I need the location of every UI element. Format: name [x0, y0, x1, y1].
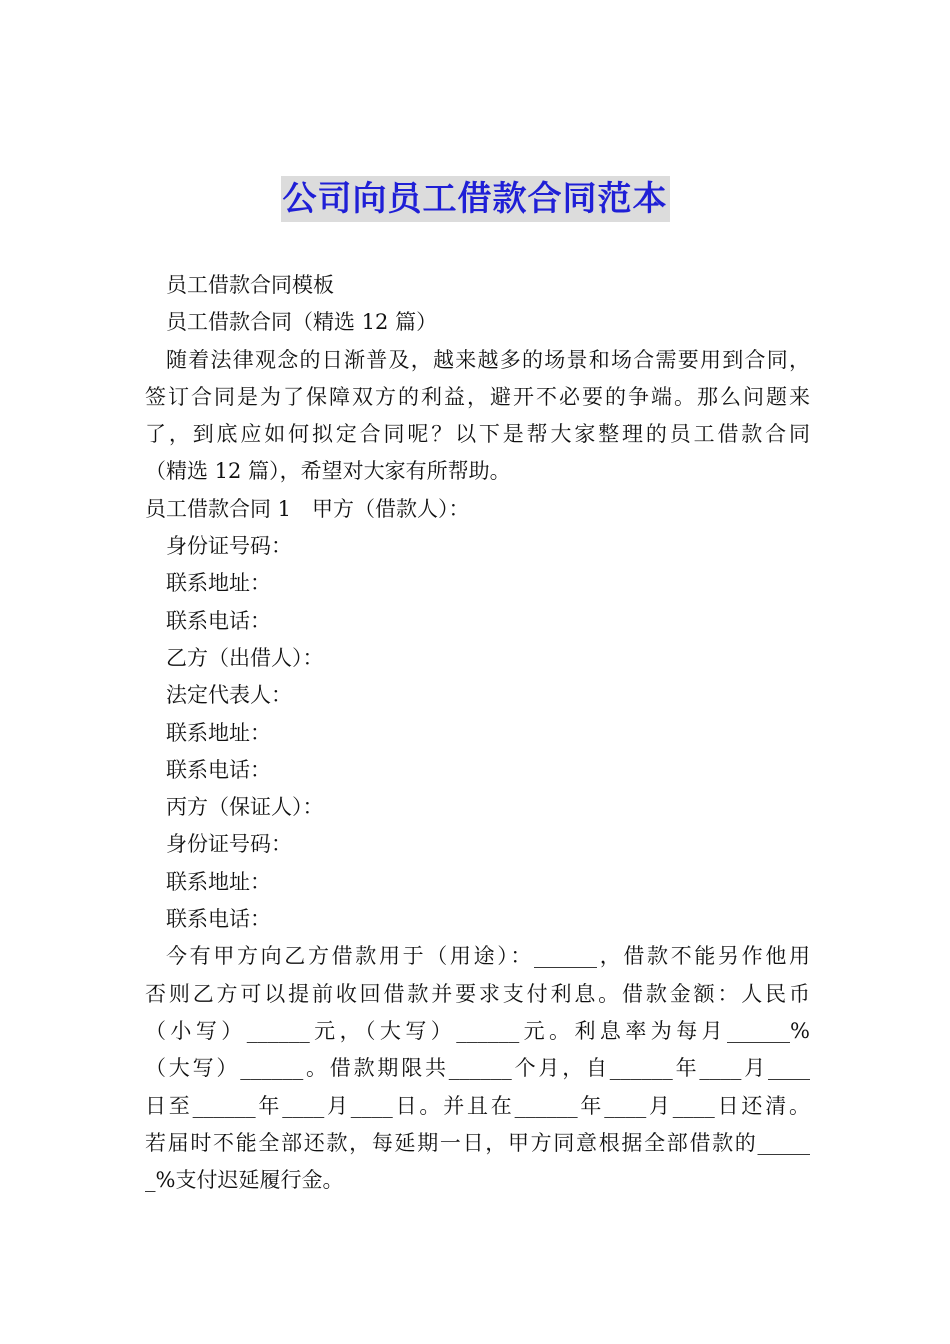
intro-line-2: 签订合同是为了保障双方的利益，避开不必要的争端。那么问题来 — [145, 384, 810, 409]
party-a-address: 联系地址： — [166, 571, 271, 596]
terms-line-5: 日至______年____月____日。并且在______年____月____日还清。 — [145, 1093, 810, 1118]
title-container — [0, 176, 950, 222]
party-b-legal-rep: 法定代表人： — [166, 683, 292, 708]
terms-line-7: _%支付迟延履行金。 — [145, 1168, 344, 1193]
party-c-address: 联系地址： — [166, 869, 271, 894]
party-c-heading: 丙方（保证人）： — [166, 795, 324, 820]
party-c-phone: 联系电话： — [166, 907, 271, 932]
intro-line-3: 了，到底应如何拟定合同呢？以下是帮大家整理的员工借款合同 — [145, 422, 810, 447]
party-a-phone: 联系电话： — [166, 608, 271, 633]
intro-line-1: 随着法律观念的日渐普及，越来越多的场景和场合需要用到合同， — [166, 347, 810, 372]
terms-line-4: （大写）______。借款期限共______个月，自______年____月____ — [145, 1056, 810, 1081]
document-title: 公司向员工借款合同范本 — [281, 176, 670, 222]
heading-line-selection: 员工借款合同（精选 12 篇） — [166, 310, 438, 335]
party-b-phone: 联系电话： — [166, 757, 271, 782]
party-b-heading: 乙方（出借人）： — [166, 645, 324, 670]
contract-1-heading: 员工借款合同 1 甲方（借款人）： — [145, 496, 470, 521]
party-c-id-number: 身份证号码： — [166, 832, 292, 857]
document-body — [145, 267, 810, 1199]
party-b-address: 联系地址： — [166, 720, 271, 745]
heading-line-template: 员工借款合同模板 — [166, 273, 334, 297]
party-a-id-number: 身份证号码： — [166, 534, 292, 559]
terms-line-6: 若届时不能全部还款，每延期一日，甲方同意根据全部借款的_____ — [145, 1130, 810, 1155]
intro-line-4: （精选 12 篇），希望对大家有所帮助。 — [145, 459, 511, 484]
terms-line-1: 今有甲方向乙方借款用于（用途）：______，借款不能另作他用 — [166, 944, 810, 969]
terms-line-3: （小写）______元，（大写）______元。利息率为每月______% — [145, 1018, 810, 1043]
terms-line-2: 否则乙方可以提前收回借款并要求支付利息。借款金额：人民币 — [145, 981, 810, 1006]
